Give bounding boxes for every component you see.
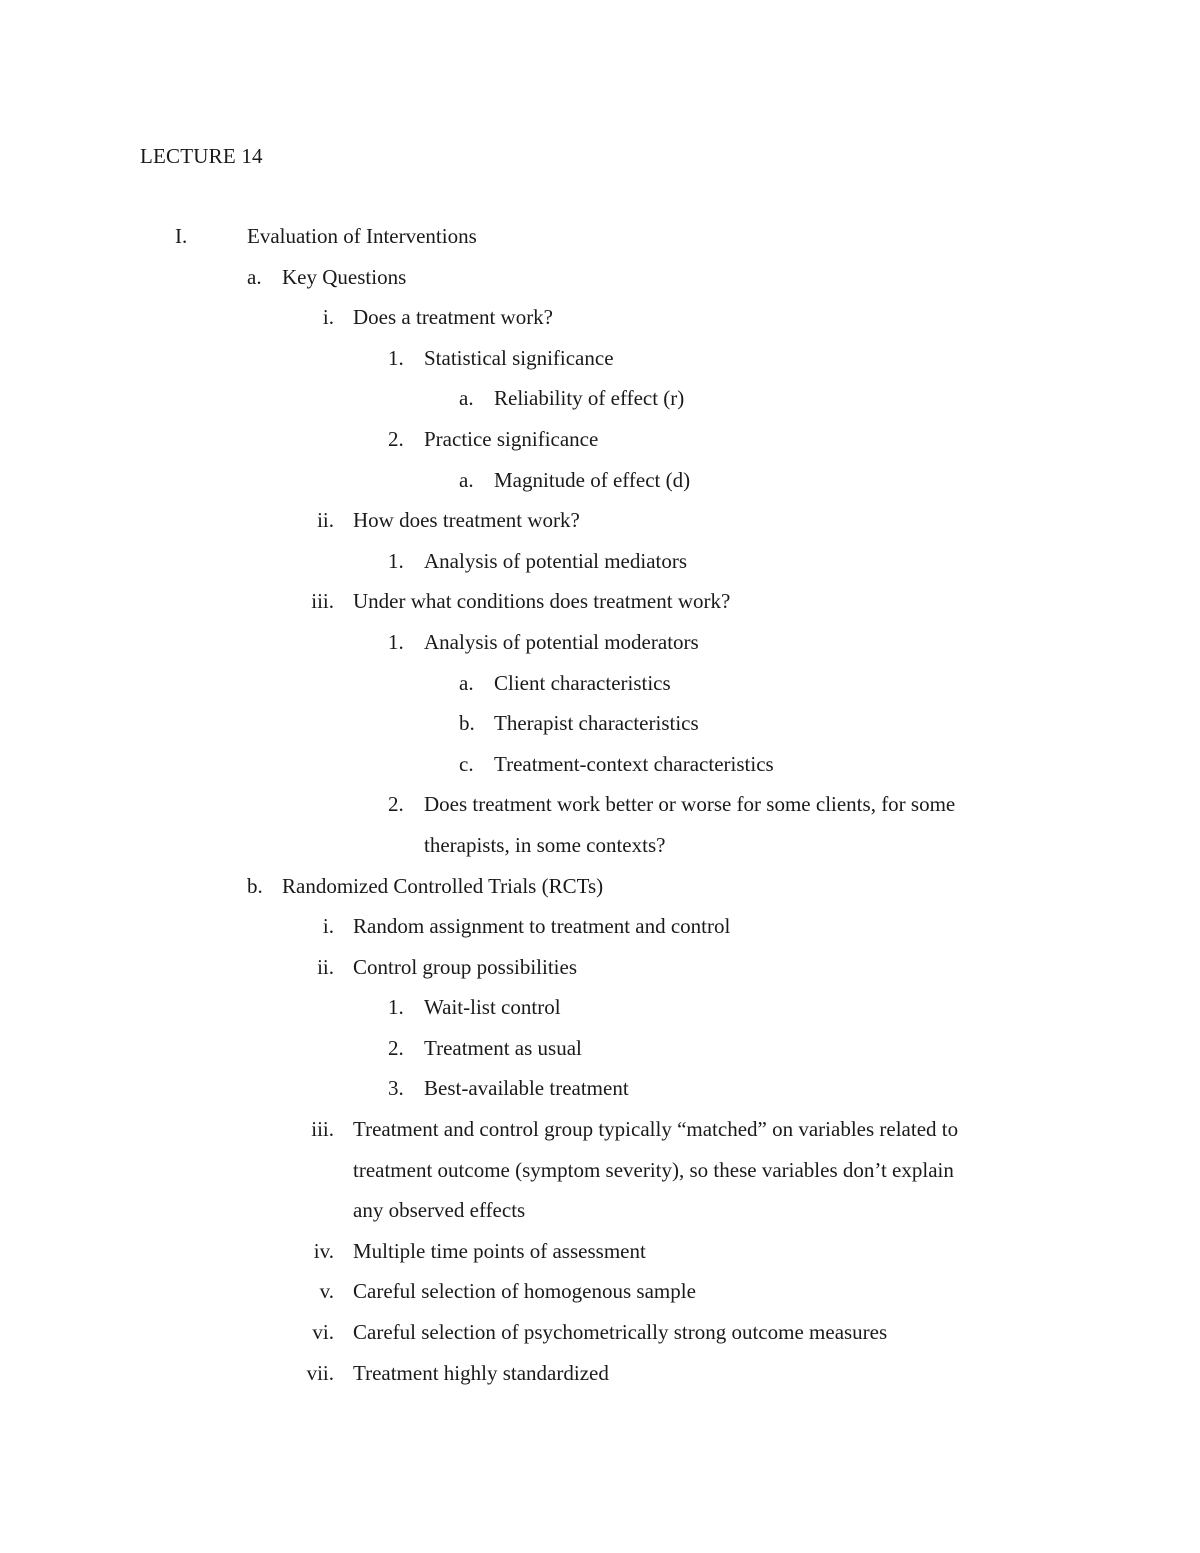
outline-item xyxy=(0,1317,1200,1358)
outline-item xyxy=(0,343,1200,384)
outline-item-continuation xyxy=(0,1155,1200,1196)
outline-marker: vii. xyxy=(306,1360,334,1385)
outline-item xyxy=(0,424,1200,465)
outline-text: Best-available treatment xyxy=(424,1076,629,1101)
outline-marker: iii. xyxy=(311,589,334,614)
outline-text: therapists, in some contexts? xyxy=(424,832,666,857)
outline-item xyxy=(0,221,1200,262)
outline-marker: c. xyxy=(459,751,474,776)
outline-text: Therapist characteristics xyxy=(494,711,699,736)
outline-item xyxy=(0,871,1200,912)
outline-item-continuation xyxy=(0,830,1200,871)
outline-item xyxy=(0,262,1200,303)
outline-item xyxy=(0,749,1200,790)
outline-text: Key Questions xyxy=(282,264,407,289)
outline-text: Evaluation of Interventions xyxy=(247,224,477,248)
outline-item xyxy=(0,586,1200,627)
outline-marker: 2. xyxy=(388,426,404,451)
outline-text: Client characteristics xyxy=(494,670,671,695)
outline-text: How does treatment work? xyxy=(353,508,580,533)
outline-item xyxy=(0,911,1200,952)
outline-item xyxy=(0,505,1200,546)
outline-item xyxy=(0,465,1200,506)
outline-item xyxy=(0,668,1200,709)
outline-item xyxy=(0,1073,1200,1114)
outline-text: treatment outcome (symptom severity), so these variables don’t explain xyxy=(353,1157,954,1182)
outline-text: Under what conditions does treatment work? xyxy=(353,589,731,614)
outline-item xyxy=(0,1033,1200,1074)
outline-item xyxy=(0,789,1200,830)
outline-item xyxy=(0,952,1200,993)
outline-text: Analysis of potential moderators xyxy=(424,629,699,654)
outline-marker: iii. xyxy=(311,1117,334,1142)
outline-text: any observed effects xyxy=(353,1198,526,1223)
outline-item xyxy=(0,383,1200,424)
outline-text: Treatment highly standardized xyxy=(353,1360,609,1385)
outline-item xyxy=(0,1236,1200,1277)
outline-text: Careful selection of homogenous sample xyxy=(353,1279,696,1304)
outline-marker: b. xyxy=(459,711,475,736)
outline-text: Control group possibilities xyxy=(353,954,578,979)
outline-text: Magnitude of effect (d) xyxy=(494,467,691,492)
outline-item xyxy=(0,1358,1200,1399)
outline-text: Treatment as usual xyxy=(424,1035,582,1060)
outline-marker: i. xyxy=(322,305,334,330)
outline-marker: 2. xyxy=(388,792,404,817)
outline-item xyxy=(0,546,1200,587)
lecture-outline xyxy=(0,221,1200,1398)
outline-marker: a. xyxy=(459,670,474,695)
outline-item-continuation xyxy=(0,1195,1200,1236)
outline-marker: 1. xyxy=(388,995,404,1020)
outline-text: Statistical significance xyxy=(424,345,614,370)
outline-marker: iv. xyxy=(313,1238,334,1263)
outline-marker: a. xyxy=(459,467,474,492)
outline-text: Random assignment to treatment and control xyxy=(353,914,731,939)
outline-text: Multiple time points of assessment xyxy=(353,1238,646,1263)
outline-item xyxy=(0,1276,1200,1317)
outline-marker: 1. xyxy=(388,345,404,370)
outline-text: Does a treatment work? xyxy=(353,305,554,330)
outline-text: Careful selection of psychometrically strong outcome measures xyxy=(353,1320,888,1345)
outline-marker: i. xyxy=(322,914,334,939)
outline-marker: 2. xyxy=(388,1035,404,1060)
outline-marker: v. xyxy=(319,1279,334,1304)
outline-marker: a. xyxy=(247,264,262,289)
outline-text: Randomized Controlled Trials (RCTs) xyxy=(282,873,604,898)
outline-marker: 1. xyxy=(388,629,404,654)
outline-item xyxy=(0,627,1200,668)
outline-marker: 1. xyxy=(388,548,404,573)
outline-text: Wait-list control xyxy=(424,995,561,1020)
outline-item xyxy=(0,302,1200,343)
outline-text: Reliability of effect (r) xyxy=(494,386,685,411)
outline-text: Practice significance xyxy=(424,426,599,451)
outline-text: Treatment and control group typically “matched” on variables related to xyxy=(353,1117,959,1142)
outline-marker: ii. xyxy=(317,508,334,533)
outline-text: Analysis of potential mediators xyxy=(424,548,688,573)
outline-marker: ii. xyxy=(317,954,334,979)
outline-marker: vi. xyxy=(312,1320,334,1345)
outline-marker: 3. xyxy=(388,1076,404,1101)
outline-item xyxy=(0,1114,1200,1155)
page-title: LECTURE 14 xyxy=(140,144,263,168)
outline-text: Does treatment work better or worse for some clients, for some xyxy=(424,792,956,817)
outline-marker: I. xyxy=(175,224,188,248)
outline-marker: a. xyxy=(459,386,474,411)
outline-text: Treatment-context characteristics xyxy=(494,751,774,776)
outline-marker: b. xyxy=(247,873,263,898)
outline-item xyxy=(0,708,1200,749)
outline-item xyxy=(0,992,1200,1033)
